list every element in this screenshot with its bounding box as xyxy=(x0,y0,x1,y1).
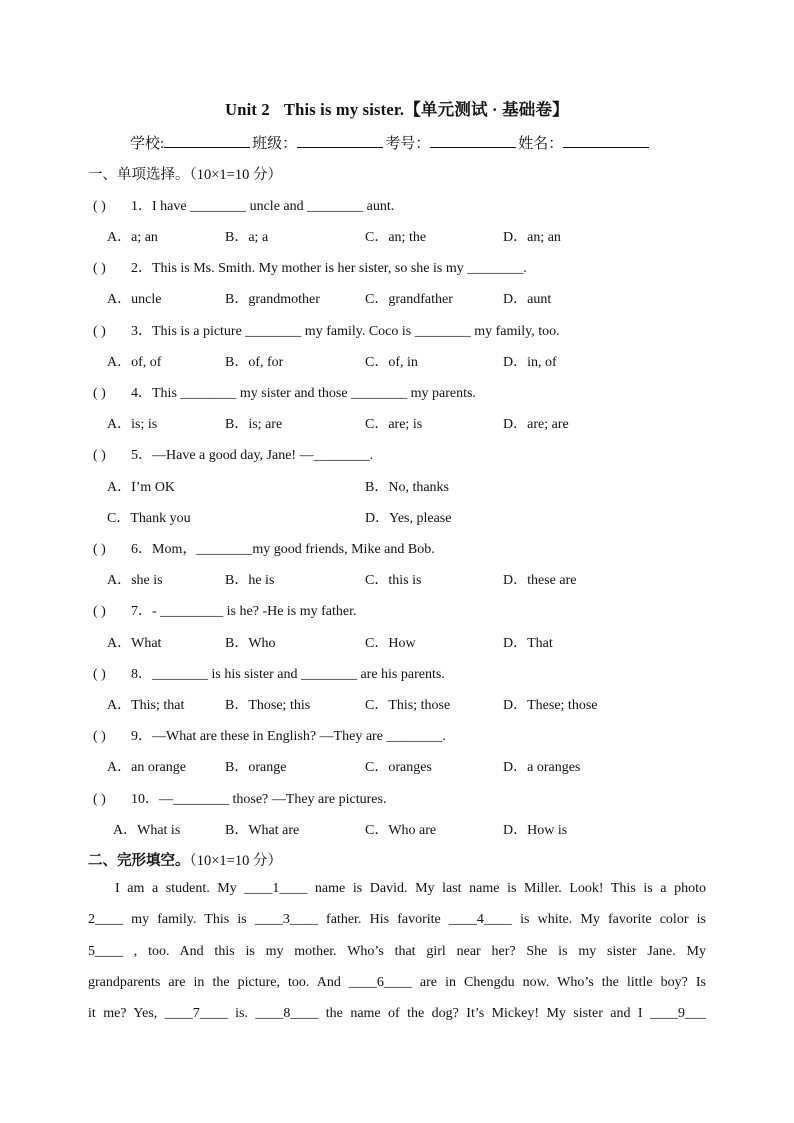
option-a[interactable]: A．an orange xyxy=(107,760,186,775)
student-info-line xyxy=(130,132,651,153)
option-b[interactable]: B．orange xyxy=(225,760,287,775)
option-a[interactable]: A．she is xyxy=(107,573,163,588)
option-d[interactable]: D．aunt xyxy=(503,292,552,307)
question-stem: 5．—Have a good day, Jane! —________. xyxy=(131,448,374,463)
option-a[interactable]: A．a; an xyxy=(107,230,158,245)
option-d[interactable]: D．That xyxy=(503,636,553,651)
question-stem: 3．This is a picture ________ my family. Coco is ________ my family, too. xyxy=(131,324,560,339)
options-row xyxy=(107,226,747,246)
option-d[interactable]: D．are; are xyxy=(503,417,569,432)
question-4 xyxy=(93,382,476,402)
option-c[interactable]: C．of, in xyxy=(365,355,418,370)
options-row xyxy=(107,569,747,589)
option-c[interactable]: C．Thank you xyxy=(107,511,191,526)
page-title xyxy=(0,96,794,120)
question-1 xyxy=(93,195,394,215)
class-blank[interactable] xyxy=(297,133,383,148)
class-label: 班级： xyxy=(252,136,298,152)
options-row xyxy=(107,507,747,527)
question-stem: 8．________ is his sister and ________ are his parents. xyxy=(131,667,445,682)
option-b[interactable]: B．a; a xyxy=(225,230,269,245)
option-b[interactable]: B．is; are xyxy=(225,417,283,432)
answer-paren[interactable]: ( ) xyxy=(93,448,106,463)
question-stem: 2．This is Ms. Smith. My mother is her sister, so she is my ________. xyxy=(131,261,527,276)
option-c[interactable]: C．are; is xyxy=(365,417,423,432)
answer-paren[interactable]: ( ) xyxy=(93,792,106,807)
question-5 xyxy=(93,444,373,464)
option-c[interactable]: C．this is xyxy=(365,573,422,588)
options-row xyxy=(107,756,747,776)
option-c[interactable]: C．How xyxy=(365,636,416,651)
passage-line: I am a student. My ____1____ name is David. My last name is Miller. Look! This is a photo xyxy=(115,881,706,896)
option-a[interactable]: A．I’m OK xyxy=(107,480,176,495)
exam-no-blank[interactable] xyxy=(430,133,516,148)
options-row xyxy=(107,288,747,308)
exam-no-label: 考号： xyxy=(385,136,431,152)
options-row xyxy=(107,694,747,714)
passage-line: 2____ my family. This is ____3____ father. His favorite ____4____ is white. My favorite color is xyxy=(88,912,706,927)
option-a[interactable]: A．This; that xyxy=(107,698,185,713)
option-d[interactable]: D．How is xyxy=(503,823,568,838)
option-c[interactable]: C．Who are xyxy=(365,823,437,838)
options-row xyxy=(107,632,747,652)
name-label: 姓名： xyxy=(518,136,564,152)
section-2-title: 二、完形填空。 xyxy=(88,853,190,869)
section-1-heading xyxy=(88,163,282,184)
passage-line: 5____ , too. And this is my mother. Who’s that girl near her? She is my sister Jane. My xyxy=(88,944,706,959)
question-2 xyxy=(93,257,527,277)
option-b[interactable]: B．he is xyxy=(225,573,275,588)
question-8 xyxy=(93,663,445,683)
answer-paren[interactable]: ( ) xyxy=(93,386,106,401)
option-d[interactable]: D．an; an xyxy=(503,230,561,245)
option-b[interactable]: B．No, thanks xyxy=(365,480,449,495)
option-d[interactable]: D．These; those xyxy=(503,698,598,713)
option-d[interactable]: D．these are xyxy=(503,573,577,588)
options-row xyxy=(107,413,747,433)
option-b[interactable]: B．Who xyxy=(225,636,276,651)
section-2-score: （10×1=10 分） xyxy=(189,853,282,869)
school-blank[interactable] xyxy=(164,133,250,148)
question-9 xyxy=(93,725,446,745)
answer-paren[interactable]: ( ) xyxy=(93,261,106,276)
title-unit: Unit 2 xyxy=(225,100,270,119)
school-label: 学校: xyxy=(130,136,165,152)
question-stem: 6．Mom，________my good friends, Mike and Bob. xyxy=(131,542,435,557)
question-stem: 4．This ________ my sister and those ________ my parents. xyxy=(131,386,476,401)
option-b[interactable]: B．Those; this xyxy=(225,698,311,713)
answer-paren[interactable]: ( ) xyxy=(93,324,106,339)
question-stem: 7．- _________ is he? -He is my father. xyxy=(131,604,357,619)
option-a[interactable]: A．is; is xyxy=(107,417,158,432)
answer-paren[interactable]: ( ) xyxy=(93,604,106,619)
answer-paren[interactable]: ( ) xyxy=(93,729,106,744)
name-blank[interactable] xyxy=(563,133,649,148)
option-d[interactable]: D．a oranges xyxy=(503,760,581,775)
option-a[interactable]: A．of, of xyxy=(107,355,162,370)
option-a[interactable]: A．uncle xyxy=(107,292,162,307)
option-b[interactable]: B．grandmother xyxy=(225,292,320,307)
option-b[interactable]: B．of, for xyxy=(225,355,284,370)
option-a[interactable]: A．What xyxy=(107,636,162,651)
question-stem: 1．I have ________ uncle and ________ aunt. xyxy=(131,199,395,214)
option-b[interactable]: B．What are xyxy=(225,823,300,838)
option-a[interactable]: A．What is xyxy=(113,823,181,838)
question-3 xyxy=(93,320,560,340)
options-row xyxy=(107,351,747,371)
question-stem: 9．—What are these in English? —They are ________. xyxy=(131,729,446,744)
section-1-score: （10×1=10 分） xyxy=(189,167,282,183)
question-7 xyxy=(93,600,357,620)
answer-paren[interactable]: ( ) xyxy=(93,542,106,557)
option-c[interactable]: C．an; the xyxy=(365,230,427,245)
options-row xyxy=(107,476,747,496)
passage-line: it me? Yes, ____7____ is. ____8____ the name of the dog? It’s Mickey! My sister and I ____9___ xyxy=(88,1006,706,1021)
section-1-title: 一、单项选择。 xyxy=(88,167,190,183)
option-c[interactable]: C．oranges xyxy=(365,760,432,775)
answer-paren[interactable]: ( ) xyxy=(93,667,106,682)
option-d[interactable]: D．in, of xyxy=(503,355,557,370)
question-stem: 10．—________ those? —They are pictures. xyxy=(131,792,387,807)
answer-paren[interactable]: ( ) xyxy=(93,199,106,214)
options-row xyxy=(113,819,753,839)
question-10 xyxy=(93,788,386,808)
title-text: This is my sister.【单元测试 · 基础卷】 xyxy=(283,100,569,119)
option-d[interactable]: D．Yes, please xyxy=(365,511,452,526)
option-c[interactable]: C．This; those xyxy=(365,698,451,713)
passage-line: grandparents are in the picture, too. And ____6____ are in Chengdu now. Who’s the little boy? Is xyxy=(88,975,706,990)
question-6 xyxy=(93,538,435,558)
section-2-heading xyxy=(88,849,282,870)
option-c[interactable]: C．grandfather xyxy=(365,292,453,307)
